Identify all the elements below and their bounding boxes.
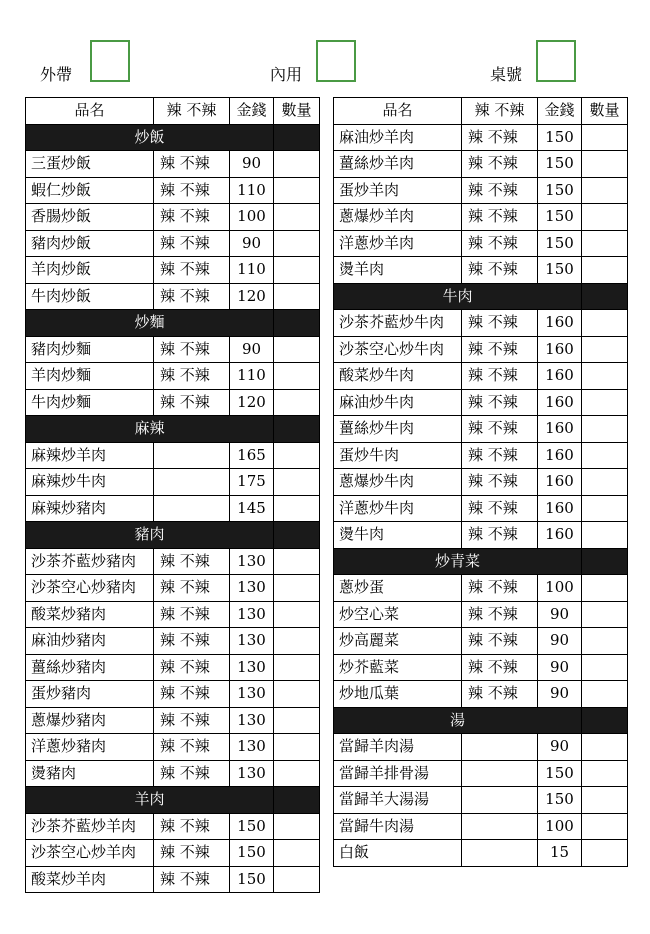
header-row [26, 98, 320, 125]
item-name: 當歸羊肉湯 [334, 734, 462, 761]
quantity-cell[interactable] [274, 601, 320, 628]
category-row [26, 124, 320, 151]
spice-options: 辣 不辣 [154, 575, 230, 602]
category-row [26, 310, 320, 337]
item-name: 香腸炒飯 [26, 204, 154, 231]
quantity-cell[interactable] [582, 230, 628, 257]
item-price: 150 [538, 124, 582, 151]
item-name: 沙茶芥藍炒羊肉 [26, 813, 154, 840]
item-name: 當歸牛肉湯 [334, 813, 462, 840]
quantity-cell[interactable] [582, 628, 628, 655]
item-price: 90 [230, 151, 274, 178]
item-price: 150 [538, 257, 582, 284]
spice-options [154, 442, 230, 469]
menu-item-row [334, 681, 628, 708]
menu-item-row [26, 442, 320, 469]
menu-item-row [334, 734, 628, 761]
item-name: 蛋炒羊肉 [334, 177, 462, 204]
item-name: 燙豬肉 [26, 760, 154, 787]
spice-options: 辣 不辣 [462, 310, 538, 337]
spice-options: 辣 不辣 [462, 575, 538, 602]
item-name: 炒地瓜葉 [334, 681, 462, 708]
item-name: 沙茶芥藍炒牛肉 [334, 310, 462, 337]
spice-options: 辣 不辣 [462, 204, 538, 231]
menu-item-row [334, 204, 628, 231]
item-name: 麻辣炒豬肉 [26, 495, 154, 522]
menu-item-row [334, 442, 628, 469]
item-name: 炒空心菜 [334, 601, 462, 628]
category-row [26, 522, 320, 549]
spice-options [462, 840, 538, 867]
quantity-cell[interactable] [582, 601, 628, 628]
menu-item-row [334, 177, 628, 204]
item-price: 90 [538, 628, 582, 655]
spice-options: 辣 不辣 [154, 734, 230, 761]
spice-options: 辣 不辣 [154, 601, 230, 628]
item-name: 麻辣炒牛肉 [26, 469, 154, 496]
item-price: 160 [538, 469, 582, 496]
quantity-cell[interactable] [274, 813, 320, 840]
table-number-field[interactable] [536, 40, 576, 82]
menu-item-row [26, 840, 320, 867]
menu-item-row [334, 495, 628, 522]
category-row [334, 707, 628, 734]
quantity-cell[interactable] [582, 124, 628, 151]
menu-item-row [334, 840, 628, 867]
spice-options: 辣 不辣 [462, 124, 538, 151]
category-qty-cell [274, 787, 320, 814]
quantity-cell[interactable] [274, 389, 320, 416]
item-price: 130 [230, 707, 274, 734]
category-title: 麻辣 [26, 416, 274, 443]
item-price: 100 [538, 813, 582, 840]
menu-item-row [26, 681, 320, 708]
item-price: 120 [230, 283, 274, 310]
spice-options: 辣 不辣 [154, 548, 230, 575]
item-name: 牛肉炒飯 [26, 283, 154, 310]
quantity-cell[interactable] [582, 151, 628, 178]
quantity-cell[interactable] [582, 575, 628, 602]
dine-in-checkbox[interactable] [316, 40, 356, 82]
item-price: 90 [538, 734, 582, 761]
item-name: 薑絲炒羊肉 [334, 151, 462, 178]
quantity-cell[interactable] [274, 866, 320, 893]
item-price: 150 [538, 787, 582, 814]
item-price: 160 [538, 416, 582, 443]
item-name: 燙羊肉 [334, 257, 462, 284]
quantity-cell[interactable] [582, 257, 628, 284]
quantity-cell[interactable] [274, 707, 320, 734]
header-name: 品名 [334, 98, 462, 125]
quantity-cell[interactable] [582, 654, 628, 681]
item-price: 160 [538, 389, 582, 416]
quantity-cell[interactable] [582, 177, 628, 204]
spice-options: 辣 不辣 [462, 601, 538, 628]
spice-options: 辣 不辣 [462, 363, 538, 390]
item-price: 130 [230, 548, 274, 575]
spice-options: 辣 不辣 [462, 469, 538, 496]
menu-item-row [334, 522, 628, 549]
spice-options: 辣 不辣 [462, 177, 538, 204]
item-price: 100 [230, 204, 274, 231]
menu-item-row [334, 336, 628, 363]
quantity-cell[interactable] [582, 416, 628, 443]
item-name: 羊肉炒麵 [26, 363, 154, 390]
quantity-cell[interactable] [274, 230, 320, 257]
menu-item-row [26, 469, 320, 496]
quantity-cell[interactable] [582, 787, 628, 814]
quantity-cell[interactable] [582, 389, 628, 416]
spice-options: 辣 不辣 [154, 707, 230, 734]
quantity-cell[interactable] [274, 760, 320, 787]
quantity-cell[interactable] [274, 151, 320, 178]
item-price: 150 [230, 866, 274, 893]
menu-item-row [26, 204, 320, 231]
category-qty-cell [274, 310, 320, 337]
quantity-cell[interactable] [274, 628, 320, 655]
category-row [26, 787, 320, 814]
spice-options: 辣 不辣 [462, 230, 538, 257]
quantity-cell[interactable] [274, 840, 320, 867]
spice-options: 辣 不辣 [462, 495, 538, 522]
menu-table-left [25, 97, 320, 893]
spice-options: 辣 不辣 [154, 363, 230, 390]
spice-options: 辣 不辣 [462, 442, 538, 469]
item-name: 燙牛肉 [334, 522, 462, 549]
quantity-cell[interactable] [582, 204, 628, 231]
item-name: 炒芥藍菜 [334, 654, 462, 681]
item-name: 三蛋炒飯 [26, 151, 154, 178]
item-name: 豬肉炒麵 [26, 336, 154, 363]
category-row [334, 283, 628, 310]
item-price: 15 [538, 840, 582, 867]
item-price: 130 [230, 734, 274, 761]
menu-item-row [334, 575, 628, 602]
spice-options: 辣 不辣 [462, 336, 538, 363]
category-qty-cell [274, 416, 320, 443]
item-name: 薑絲炒豬肉 [26, 654, 154, 681]
menu-item-row [334, 363, 628, 390]
menu-item-row [334, 416, 628, 443]
item-price: 150 [538, 760, 582, 787]
item-name: 麻油炒豬肉 [26, 628, 154, 655]
menu-item-row [334, 469, 628, 496]
item-name: 蔥炒蛋 [334, 575, 462, 602]
item-name: 炒高麗菜 [334, 628, 462, 655]
quantity-cell[interactable] [274, 495, 320, 522]
menu-item-row [26, 389, 320, 416]
item-price: 90 [538, 601, 582, 628]
menu-item-row [26, 151, 320, 178]
quantity-cell[interactable] [274, 336, 320, 363]
menu-item-row [26, 336, 320, 363]
header-price: 金錢 [538, 98, 582, 125]
menu-item-row [334, 310, 628, 337]
menu-item-row [334, 628, 628, 655]
item-name: 蔥爆炒羊肉 [334, 204, 462, 231]
spice-options: 辣 不辣 [154, 151, 230, 178]
spice-options: 辣 不辣 [154, 257, 230, 284]
spice-options: 辣 不辣 [154, 204, 230, 231]
menu-item-row [26, 230, 320, 257]
quantity-cell[interactable] [582, 336, 628, 363]
menu-item-row [26, 363, 320, 390]
spice-options: 辣 不辣 [462, 628, 538, 655]
quantity-cell[interactable] [582, 363, 628, 390]
item-price: 175 [230, 469, 274, 496]
item-price: 130 [230, 654, 274, 681]
menu-item-row [26, 283, 320, 310]
takeout-label: 外帶 [40, 65, 73, 84]
item-name: 洋蔥炒豬肉 [26, 734, 154, 761]
menu-item-row [26, 177, 320, 204]
menu-item-row [334, 389, 628, 416]
item-name: 蛋炒牛肉 [334, 442, 462, 469]
menu-item-row [26, 813, 320, 840]
spice-options: 辣 不辣 [154, 840, 230, 867]
quantity-cell[interactable] [582, 469, 628, 496]
quantity-cell[interactable] [582, 522, 628, 549]
item-price: 150 [230, 840, 274, 867]
category-title: 羊肉 [26, 787, 274, 814]
spice-options: 辣 不辣 [462, 416, 538, 443]
item-name: 酸菜炒牛肉 [334, 363, 462, 390]
spice-options: 辣 不辣 [154, 866, 230, 893]
quantity-cell[interactable] [274, 575, 320, 602]
spice-options [462, 787, 538, 814]
item-price: 150 [538, 204, 582, 231]
item-price: 110 [230, 177, 274, 204]
quantity-cell[interactable] [274, 283, 320, 310]
item-name: 蔥爆炒牛肉 [334, 469, 462, 496]
item-name: 蝦仁炒飯 [26, 177, 154, 204]
item-name: 麻油炒牛肉 [334, 389, 462, 416]
item-name: 麻辣炒羊肉 [26, 442, 154, 469]
spice-options [154, 495, 230, 522]
header-qty: 數量 [582, 98, 628, 125]
spice-options: 辣 不辣 [462, 257, 538, 284]
category-title: 炒青菜 [334, 548, 582, 575]
item-name: 酸菜炒豬肉 [26, 601, 154, 628]
item-name: 洋蔥炒牛肉 [334, 495, 462, 522]
menu-table-right [333, 97, 628, 867]
quantity-cell[interactable] [582, 442, 628, 469]
spice-options: 辣 不辣 [154, 177, 230, 204]
item-name: 洋蔥炒羊肉 [334, 230, 462, 257]
menu-item-row [334, 257, 628, 284]
spice-options: 辣 不辣 [154, 654, 230, 681]
quantity-cell[interactable] [274, 257, 320, 284]
item-price: 90 [230, 336, 274, 363]
takeout-checkbox[interactable] [90, 40, 130, 82]
category-title: 炒飯 [26, 124, 274, 151]
item-price: 90 [230, 230, 274, 257]
item-name: 豬肉炒飯 [26, 230, 154, 257]
item-price: 160 [538, 495, 582, 522]
header-qty: 數量 [274, 98, 320, 125]
menu-item-row [334, 601, 628, 628]
header-name: 品名 [26, 98, 154, 125]
dine-in-label: 內用 [270, 65, 303, 84]
category-row [26, 416, 320, 443]
menu-item-row [334, 124, 628, 151]
item-price: 150 [538, 230, 582, 257]
spice-options [462, 813, 538, 840]
item-price: 150 [538, 151, 582, 178]
spice-options: 辣 不辣 [154, 336, 230, 363]
item-price: 160 [538, 363, 582, 390]
item-name: 麻油炒羊肉 [334, 124, 462, 151]
item-name: 牛肉炒麵 [26, 389, 154, 416]
spice-options: 辣 不辣 [462, 522, 538, 549]
item-price: 130 [230, 628, 274, 655]
menu-item-row [26, 628, 320, 655]
spice-options: 辣 不辣 [462, 151, 538, 178]
item-price: 165 [230, 442, 274, 469]
menu-item-row [334, 230, 628, 257]
menu-item-row [334, 787, 628, 814]
menu-item-row [26, 548, 320, 575]
menu-item-row [26, 707, 320, 734]
menu-item-row [334, 151, 628, 178]
category-qty-cell [274, 124, 320, 151]
header-price: 金錢 [230, 98, 274, 125]
quantity-cell[interactable] [274, 204, 320, 231]
item-price: 90 [538, 654, 582, 681]
header-spicy: 辣 不辣 [462, 98, 538, 125]
category-row [334, 548, 628, 575]
menu-item-row [26, 734, 320, 761]
menu-item-row [26, 601, 320, 628]
menu-item-row [26, 575, 320, 602]
spice-options: 辣 不辣 [154, 813, 230, 840]
menu-item-row [26, 257, 320, 284]
spice-options: 辣 不辣 [462, 389, 538, 416]
item-name: 薑絲炒牛肉 [334, 416, 462, 443]
category-title: 豬肉 [26, 522, 274, 549]
item-price: 160 [538, 310, 582, 337]
quantity-cell[interactable] [274, 363, 320, 390]
quantity-cell[interactable] [274, 548, 320, 575]
item-price: 130 [230, 760, 274, 787]
spice-options: 辣 不辣 [154, 760, 230, 787]
menu-item-row [334, 654, 628, 681]
quantity-cell[interactable] [582, 495, 628, 522]
menu-item-row [334, 813, 628, 840]
spice-options: 辣 不辣 [154, 681, 230, 708]
item-name: 沙茶空心炒豬肉 [26, 575, 154, 602]
quantity-cell[interactable] [582, 310, 628, 337]
table-number-label: 桌號 [490, 65, 523, 84]
category-title: 炒麵 [26, 310, 274, 337]
item-price: 90 [538, 681, 582, 708]
item-price: 120 [230, 389, 274, 416]
quantity-cell[interactable] [274, 469, 320, 496]
category-title: 牛肉 [334, 283, 582, 310]
item-price: 160 [538, 336, 582, 363]
quantity-cell[interactable] [274, 681, 320, 708]
quantity-cell[interactable] [274, 177, 320, 204]
menu-item-row [334, 760, 628, 787]
quantity-cell[interactable] [582, 734, 628, 761]
header-row [334, 98, 628, 125]
item-name: 酸菜炒羊肉 [26, 866, 154, 893]
item-price: 130 [230, 575, 274, 602]
item-name: 當歸羊排骨湯 [334, 760, 462, 787]
category-qty-cell [582, 283, 628, 310]
category-qty-cell [582, 548, 628, 575]
category-title: 湯 [334, 707, 582, 734]
item-name: 蔥爆炒豬肉 [26, 707, 154, 734]
spice-options: 辣 不辣 [154, 389, 230, 416]
item-price: 150 [230, 813, 274, 840]
item-price: 130 [230, 681, 274, 708]
menu-item-row [26, 866, 320, 893]
spice-options: 辣 不辣 [462, 654, 538, 681]
spice-options: 辣 不辣 [154, 230, 230, 257]
spice-options [462, 760, 538, 787]
category-qty-cell [582, 707, 628, 734]
menu-item-row [26, 654, 320, 681]
item-name: 沙茶空心炒牛肉 [334, 336, 462, 363]
item-price: 110 [230, 363, 274, 390]
quantity-cell[interactable] [582, 840, 628, 867]
quantity-cell[interactable] [274, 442, 320, 469]
item-price: 130 [230, 601, 274, 628]
menu-item-row [26, 760, 320, 787]
item-price: 100 [538, 575, 582, 602]
item-name: 沙茶空心炒羊肉 [26, 840, 154, 867]
category-qty-cell [274, 522, 320, 549]
spice-options [154, 469, 230, 496]
spice-options: 辣 不辣 [154, 628, 230, 655]
item-price: 150 [538, 177, 582, 204]
item-name: 沙茶芥藍炒豬肉 [26, 548, 154, 575]
item-name: 白飯 [334, 840, 462, 867]
item-price: 160 [538, 522, 582, 549]
spice-options [462, 734, 538, 761]
item-price: 145 [230, 495, 274, 522]
quantity-cell[interactable] [582, 813, 628, 840]
item-name: 羊肉炒飯 [26, 257, 154, 284]
quantity-cell[interactable] [582, 681, 628, 708]
spice-options: 辣 不辣 [154, 283, 230, 310]
item-name: 蛋炒豬肉 [26, 681, 154, 708]
item-price: 160 [538, 442, 582, 469]
item-price: 110 [230, 257, 274, 284]
quantity-cell[interactable] [582, 760, 628, 787]
header-spicy: 辣 不辣 [154, 98, 230, 125]
item-name: 當歸羊大湯湯 [334, 787, 462, 814]
quantity-cell[interactable] [274, 654, 320, 681]
menu-item-row [26, 495, 320, 522]
quantity-cell[interactable] [274, 734, 320, 761]
spice-options: 辣 不辣 [462, 681, 538, 708]
